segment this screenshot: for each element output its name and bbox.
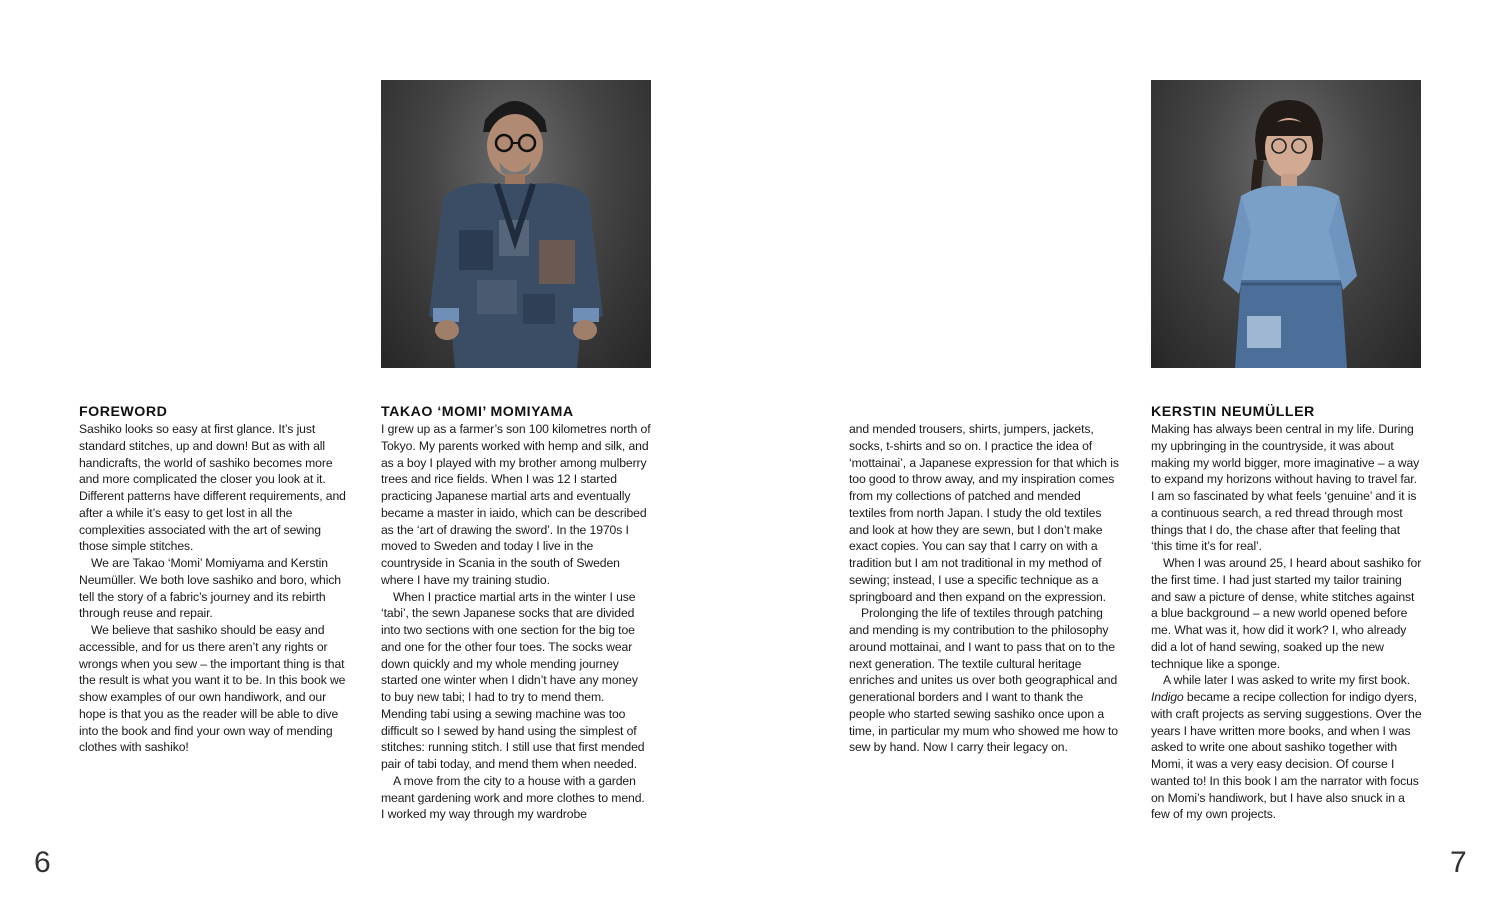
kerstin-bio-column: [1151, 404, 1423, 823]
kerstin-paragraph: Making has always been central in my life. During my upbringing in the countryside, it was about making my world bigger, more imaginative – a way to expand my horizons without having to travel far. I am so fascinated by what feels ‘genuine’ and it is a continuous search, a red thread through most things that I do, the chase after that feeling that ‘this time it’s for real’.: [1151, 422, 1420, 554]
book-title-indigo: Indigo: [1151, 690, 1184, 704]
momi-paragraph: When I practice martial arts in the winter I use ‘tabi’, the sewn Japanese socks that are divided into two sections with one section for the big toe and one for the other four toes. The socks wear down quickly and my whole mending journey started one winter when I didn’t have any money to buy new tabi; I had to try to mend them. Mending tabi using a sewing machine was too difficult so I sewed by hand using the simplest of stitches: running stitch. I still use that first mended pair of tabi today, and mend them when needed.: [381, 589, 645, 771]
momi-bio-continued-column: [849, 421, 1121, 756]
foreword-column: [79, 404, 351, 756]
momi-heading: TAKAO ‘MOMI’ MOMIYAMA: [381, 404, 574, 420]
momi-cont-paragraph: Prolonging the life of textiles through patching and mending is my contribution to the philosophy around mottainai, and I want to pass that on to the next generation. The textile cultural heritage enriches and unites us over both geographical and generational borders and I want to thank the people who started sewing sashiko once upon a time, in particular my mum who showed me how to sew by hand. Now I carry their legacy on.: [849, 606, 1118, 755]
foreword-paragraph: We believe that sashiko should be easy and accessible, and for us there aren’t any rights or wrongs when you sew – the important thing is that the result is what you want it to be. In this book we show examples of our own handiwork, and our hope is that you as the reader will be able to dive into the book and find your own way of mending clothes with sashiko!: [79, 623, 346, 755]
momi-cont-paragraph: and mended trousers, shirts, jumpers, jackets, socks, t-shirts and so on. I practice the idea of ‘mottainai’, a Japanese expression for that which is too good to throw away, and my inspiration comes from my collections of patched and mended textiles from north Japan. I study the old textiles and look at how they are sewn, but I don’t make exact copies. You can say that I carry on with a tradition but I am not traditional in my method of sewing; instead, I use a specific technique as a springboard and then expand on the expression.: [849, 422, 1119, 604]
page-number-right: 7: [1450, 846, 1467, 879]
momi-paragraph: A move from the city to a house with a garden meant gardening work and more clothes to mend. I worked my way through my wardrobe: [381, 773, 645, 822]
foreword-paragraph: Sashiko looks so easy at first glance. It’s just standard stitches, up and down! But as with all handicrafts, the world of sashiko becomes more and more complicated the closer you look at it. Different patterns have different requirements, and after a while it’s easy to get lost in all the complexities associated with the art of sewing those simple stitches.: [79, 422, 346, 554]
foreword-paragraph: We are Takao ‘Momi’ Momiyama and Kerstin Neumüller. We both love sashiko and boro, which tell the story of a fabric’s journey and its rebirth through reuse and repair.: [79, 556, 341, 621]
kerstin-paragraph-book: [1151, 672, 1423, 823]
momi-paragraph: I grew up as a farmer’s son 100 kilometres north of Tokyo. My parents worked with hemp and silk, and as a boy I played with my brother among mulberry trees and rice fields. When I was 12 I started practicing Japanese martial arts and eventually became a master in iaido, which can be described as the ‘art of drawing the sword’. In the 1970s I moved to Sweden and today I live in the countryside in Scania in the south of Sweden where I have my training studio.: [381, 422, 651, 587]
momi-portrait-photo: [381, 80, 651, 368]
kerstin-paragraph: When I was around 25, I heard about sashiko for the first time. I had just started my tailor training and saw a picture of dense, white stitches against a blue background – a new world opened before me. What was it, how did it work? I, who already did a lot of hand sewing, soaked up the new technique like a sponge.: [1151, 556, 1422, 671]
kerstin-p3-rest: became a recipe collection for indigo dyers, with craft projects as serving suggestions. Over the years I have written more books, and when I was asked to write one about sashiko together with Momi, it was a very easy decision. Of course I wanted to! In this book I am the narrator with focus on Momi’s handiwork, but I have also snuck in a few of my own projects.: [1151, 690, 1422, 822]
foreword-heading: FOREWORD: [79, 404, 168, 420]
kerstin-heading: KERSTIN NEUMÜLLER: [1151, 404, 1315, 420]
kerstin-portrait-photo: [1151, 80, 1421, 368]
momi-portrait-figure: [381, 80, 651, 368]
kerstin-p3-lead: A while later I was asked to write my first book.: [1163, 673, 1411, 688]
momi-bio-column: [381, 404, 651, 823]
page-number-left: 6: [34, 846, 51, 879]
kerstin-portrait-figure: [1151, 80, 1421, 368]
